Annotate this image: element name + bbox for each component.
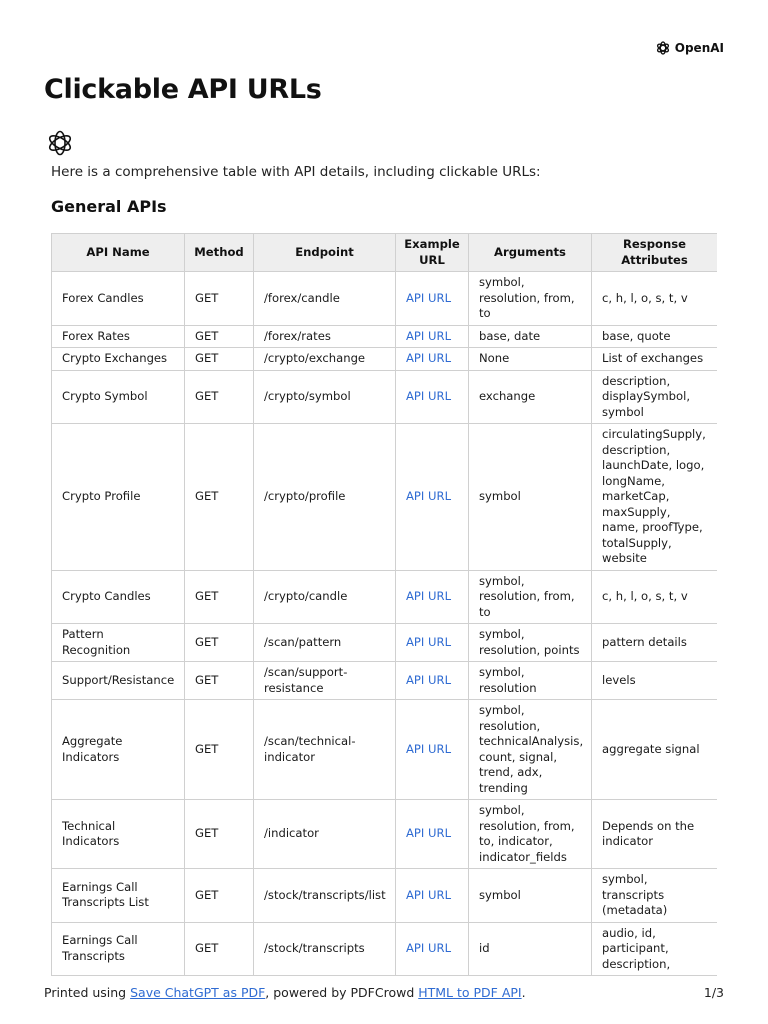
api-url-link[interactable]: API URL xyxy=(406,290,452,305)
api-name-cell: Technical Indicators xyxy=(52,800,185,869)
header-arguments: Arguments xyxy=(469,234,592,272)
footer-middle: , powered by PDFCrowd xyxy=(265,985,419,1000)
endpoint-cell: /stock/transcripts xyxy=(254,922,396,976)
section-title: General APIs xyxy=(51,197,167,216)
arguments-cell: symbol, resolution xyxy=(469,662,592,700)
api-url-link[interactable]: API URL xyxy=(406,589,452,603)
example-url-cell xyxy=(396,325,469,348)
table-row xyxy=(52,325,718,348)
api-name-cell: Crypto Profile xyxy=(52,424,185,571)
api-name-cell: Pattern Recognition xyxy=(52,624,185,662)
api-url-link[interactable]: API URL xyxy=(406,489,452,503)
example-url-cell xyxy=(396,800,469,869)
method-cell: GET xyxy=(185,370,254,424)
endpoint-cell: /forex/candle xyxy=(254,272,396,326)
arguments-cell: symbol, resolution, from, to, indicator, indicator_fields xyxy=(469,800,592,869)
example-url-cell xyxy=(396,922,469,976)
table-row xyxy=(52,424,718,571)
method-cell: GET xyxy=(185,348,254,371)
response-attributes-cell: c, h, l, o, s, t, v xyxy=(592,570,718,624)
example-url-cell xyxy=(396,700,469,800)
response-attributes-cell: symbol, transcripts (metadata) xyxy=(592,869,718,923)
response-attributes-cell: c, h, l, o, s, t, v xyxy=(592,272,718,326)
api-url-link[interactable]: API URL xyxy=(406,634,452,649)
page-title: Clickable API URLs xyxy=(44,74,322,105)
intro-text: Here is a comprehensive table with API details, including clickable URLs: xyxy=(51,164,541,180)
api-url-link[interactable]: API URL xyxy=(406,672,452,687)
table-row xyxy=(52,922,718,976)
table-row xyxy=(52,662,718,700)
table-row xyxy=(52,624,718,662)
method-cell: GET xyxy=(185,700,254,800)
api-name-cell: Forex Rates xyxy=(52,325,185,348)
arguments-cell: base, date xyxy=(469,325,592,348)
table-row xyxy=(52,272,718,326)
arguments-cell: symbol xyxy=(469,424,592,571)
method-cell: GET xyxy=(185,624,254,662)
api-name-cell: Aggregate Indicators xyxy=(52,700,185,800)
method-cell: GET xyxy=(185,424,254,571)
api-name-cell: Earnings Call Transcripts List xyxy=(52,869,185,923)
api-url-link[interactable]: API URL xyxy=(406,941,452,955)
endpoint-cell: /crypto/symbol xyxy=(254,370,396,424)
example-url-cell xyxy=(396,424,469,571)
endpoint-cell: /scan/technical-indicator xyxy=(254,700,396,800)
header-api-name: API Name xyxy=(52,234,185,272)
example-url-cell xyxy=(396,272,469,326)
api-name-cell: Crypto Candles xyxy=(52,570,185,624)
table-row xyxy=(52,348,718,371)
response-attributes-cell: Depends on the indicator xyxy=(592,800,718,869)
method-cell: GET xyxy=(185,922,254,976)
header-endpoint: Endpoint xyxy=(254,234,396,272)
arguments-cell: id xyxy=(469,922,592,976)
method-cell: GET xyxy=(185,272,254,326)
endpoint-cell: /indicator xyxy=(254,800,396,869)
arguments-cell: symbol, resolution, from, to xyxy=(469,570,592,624)
api-name-cell: Earnings Call Transcripts xyxy=(52,922,185,976)
save-chatgpt-link[interactable]: Save ChatGPT as PDF xyxy=(130,985,266,1000)
table-row xyxy=(52,800,718,869)
endpoint-cell: /scan/support-resistance xyxy=(254,662,396,700)
example-url-cell xyxy=(396,624,469,662)
brand-logo xyxy=(655,40,724,56)
table-header-row xyxy=(52,234,718,272)
example-url-cell xyxy=(396,570,469,624)
example-url-cell xyxy=(396,869,469,923)
table-row xyxy=(52,570,718,624)
header-response-attributes: Response Attributes xyxy=(592,234,718,272)
api-url-link[interactable]: API URL xyxy=(406,389,452,403)
endpoint-cell: /crypto/profile xyxy=(254,424,396,571)
arguments-cell: exchange xyxy=(469,370,592,424)
arguments-cell: None xyxy=(469,348,592,371)
arguments-cell: symbol, resolution, from, to xyxy=(469,272,592,326)
arguments-cell: symbol, resolution, points xyxy=(469,624,592,662)
example-url-cell xyxy=(396,662,469,700)
api-name-cell: Support/Resistance xyxy=(52,662,185,700)
header-example-url: Example URL xyxy=(396,234,469,272)
endpoint-cell: /scan/pattern xyxy=(254,624,396,662)
api-url-link[interactable]: API URL xyxy=(406,741,452,756)
api-name-cell: Forex Candles xyxy=(52,272,185,326)
response-attributes-cell: List of exchanges xyxy=(592,348,718,371)
brand-name: OpenAI xyxy=(674,41,724,55)
endpoint-cell: /forex/rates xyxy=(254,325,396,348)
response-attributes-cell: description, displaySymbol, symbol xyxy=(592,370,718,424)
header-method: Method xyxy=(185,234,254,272)
response-attributes-cell: pattern details xyxy=(592,624,718,662)
footer-suffix: . xyxy=(521,985,526,1000)
response-attributes-cell: aggregate signal xyxy=(592,700,718,800)
footer-prefix: Printed using xyxy=(44,985,131,1000)
table-row xyxy=(52,370,718,424)
api-name-cell: Crypto Symbol xyxy=(52,370,185,424)
method-cell: GET xyxy=(185,662,254,700)
api-url-link[interactable]: API URL xyxy=(406,887,452,902)
method-cell: GET xyxy=(185,800,254,869)
response-attributes-cell: circulatingSupply, description, launchDate, logo, longName, marketCap, maxSupply, name, proofType, totalSupply, website xyxy=(592,424,718,571)
api-url-link[interactable]: API URL xyxy=(406,826,452,841)
api-name-cell: Crypto Exchanges xyxy=(52,348,185,371)
api-url-link[interactable]: API URL xyxy=(406,328,452,343)
example-url-cell xyxy=(396,370,469,424)
html-to-pdf-link[interactable]: HTML to PDF API xyxy=(418,985,522,1000)
endpoint-cell: /stock/transcripts/list xyxy=(254,869,396,923)
endpoint-cell: /crypto/exchange xyxy=(254,348,396,371)
openai-logo-icon xyxy=(655,40,671,56)
method-cell: GET xyxy=(185,325,254,348)
table-row xyxy=(52,869,718,923)
footer xyxy=(44,985,724,1000)
response-attributes-cell: audio, id, participant, description, xyxy=(592,922,718,976)
table-row xyxy=(52,700,718,800)
endpoint-cell: /crypto/candle xyxy=(254,570,396,624)
arguments-cell: symbol xyxy=(469,869,592,923)
chatgpt-avatar-icon xyxy=(45,128,75,158)
page-number: 1/3 xyxy=(703,985,724,1000)
api-table xyxy=(51,233,717,976)
response-attributes-cell: base, quote xyxy=(592,325,718,348)
method-cell: GET xyxy=(185,570,254,624)
arguments-cell: symbol, resolution, technicalAnalysis, count, signal, trend, adx, trending xyxy=(469,700,592,800)
response-attributes-cell: levels xyxy=(592,662,718,700)
api-url-link[interactable]: API URL xyxy=(406,351,452,365)
method-cell: GET xyxy=(185,869,254,923)
api-table-container xyxy=(51,233,717,980)
example-url-cell xyxy=(396,348,469,371)
